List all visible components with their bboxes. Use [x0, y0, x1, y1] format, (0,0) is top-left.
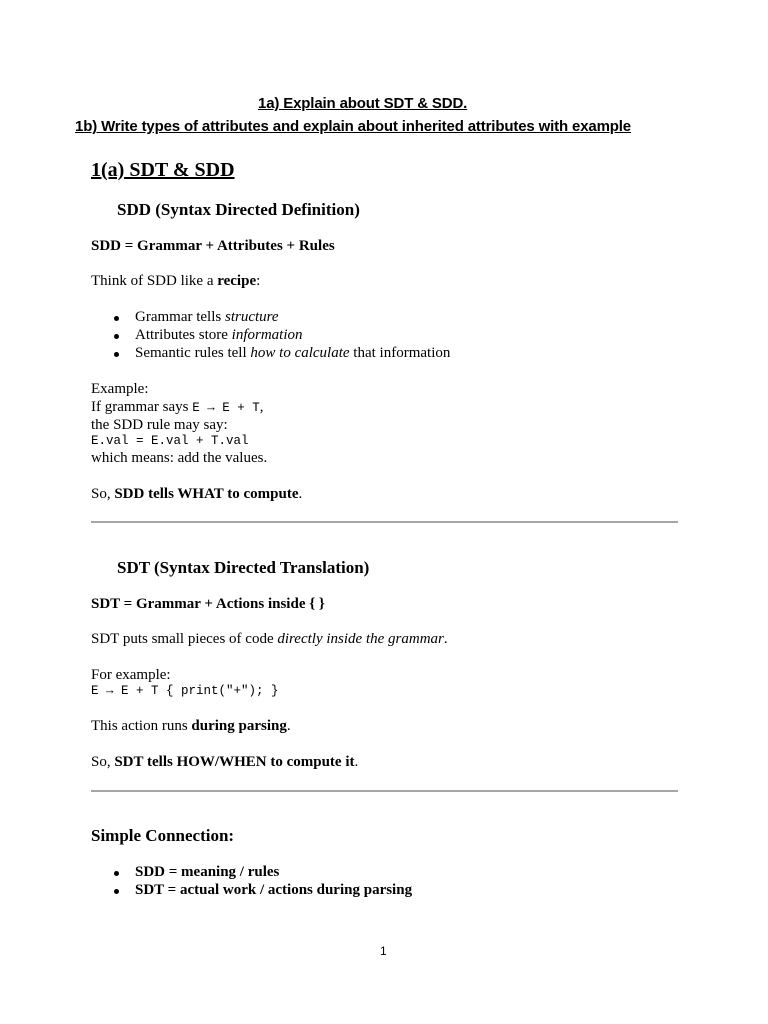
sdd-formula: SDD = Grammar + Attributes + Rules [91, 238, 335, 254]
sdt-conclusion [91, 754, 358, 771]
sdt-intro-text: SDT puts small pieces of code [91, 631, 278, 647]
sdd-intro-punct: : [256, 273, 261, 289]
sdd-example-line3: which means: add the values. [91, 450, 268, 466]
question-1b: 1b) Write types of attributes and explain about inherited attributes with example [75, 118, 631, 135]
sdd-conclusion [91, 486, 302, 503]
bullet-emphasis: structure [224, 309, 279, 325]
bullet-dot [114, 889, 119, 894]
sdd-bullet-3 [135, 345, 450, 362]
bullet-dot [114, 352, 119, 357]
sdt-heading: SDT (Syntax Directed Translation) [117, 558, 370, 577]
action-text: This action runs [91, 718, 192, 734]
sdt-intro-punct: . [443, 631, 448, 647]
sdt-example-code: E → E + T { print("+"); } [91, 684, 279, 698]
sdt-action [91, 718, 291, 735]
example-code-inline: E → E + T [192, 401, 260, 415]
page-number: 1 [380, 944, 387, 958]
sdd-intro-text: Think of SDD like a [91, 273, 218, 289]
bullet-emphasis: how to calculate [250, 345, 350, 361]
conclusion-text: So, [91, 486, 115, 502]
sdd-example-label: Example: [91, 381, 149, 397]
example-text: If grammar says [91, 399, 193, 415]
section-title: 1(a) SDT & SDD [91, 159, 235, 181]
sdt-example-label: For example: [91, 667, 171, 683]
bullet-dot [114, 871, 119, 876]
bullet-dot [114, 316, 119, 321]
conclusion-bold: SDT tells HOW/WHEN to compute it [114, 754, 355, 770]
sdt-intro [91, 631, 448, 648]
conclusion-text: So, [91, 754, 115, 770]
conclusion-bold: SDD tells WHAT to compute [114, 486, 299, 502]
sdd-example-line2: the SDD rule may say: [91, 417, 228, 433]
bullet-text: Semantic rules tell [135, 345, 251, 361]
conclusion-punct: . [354, 754, 359, 770]
sdt-intro-emphasis: directly inside the grammar [277, 631, 444, 647]
connection-heading: Simple Connection: [91, 826, 235, 845]
connection-bullet-2: SDT = actual work / actions during parsing [135, 882, 413, 898]
connection-bullet-1: SDD = meaning / rules [135, 864, 280, 880]
conclusion-punct: . [298, 486, 303, 502]
sdt-formula: SDT = Grammar + Actions inside { } [91, 596, 325, 612]
bullet-dot [114, 334, 119, 339]
action-bold: during parsing [191, 718, 287, 734]
bullet-text-tail: that information [349, 345, 451, 361]
sdd-bullet-1 [135, 309, 279, 326]
bullet-emphasis: information [231, 327, 303, 343]
question-1a: 1a) Explain about SDT & SDD. [258, 95, 468, 112]
action-punct: . [286, 718, 291, 734]
bullet-text: Grammar tells [135, 309, 225, 325]
horizontal-rule [91, 521, 678, 523]
sdd-bullet-2 [135, 327, 303, 344]
horizontal-rule [91, 790, 678, 792]
example-punct: , [259, 399, 264, 415]
sdd-intro [91, 273, 260, 290]
sdd-heading: SDD (Syntax Directed Definition) [117, 200, 360, 219]
bullet-text: Attributes store [135, 327, 232, 343]
sdd-example-code: E.val = E.val + T.val [91, 434, 249, 448]
sdd-example-line1 [91, 399, 263, 416]
sdd-intro-bold: recipe [217, 273, 257, 289]
